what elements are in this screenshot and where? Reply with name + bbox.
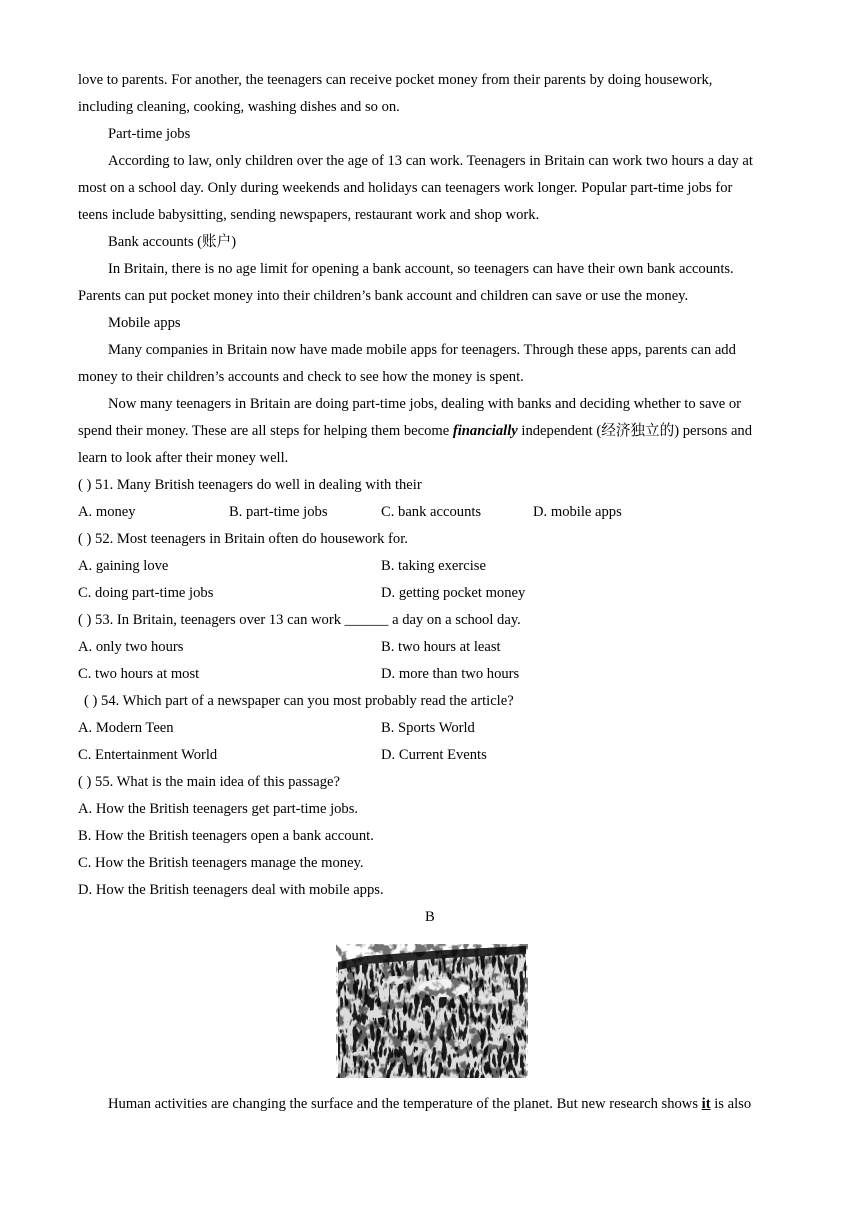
- option-52-a: A. gaining love: [78, 558, 169, 574]
- passage-line: teens include babysitting, sending newspapers, restaurant work and shop work.: [78, 207, 540, 223]
- passage-line: money to their children’s accounts and check to see how the money is spent.: [78, 369, 524, 385]
- option-51-b: B. part-time jobs: [229, 504, 328, 520]
- section-heading-bank-accounts: Bank accounts (账户): [108, 234, 237, 250]
- passage-line: Now many teenagers in Britain are doing part-time jobs, dealing with banks and deciding whether to save or: [108, 396, 742, 412]
- passage-line: love to parents. For another, the teenagers can receive pocket money from their parents by doing housework,: [78, 72, 713, 88]
- passage-line: In Britain, there is no age limit for opening a bank account, so teenagers can have their own bank accounts.: [108, 261, 734, 277]
- option-54-d: D. Current Events: [381, 747, 487, 763]
- option-55-d: D. How the British teenagers deal with mobile apps.: [78, 882, 384, 898]
- underlined-word-it: it: [701, 1096, 711, 1112]
- passage-text: independent (经济独立的) persons and: [517, 423, 753, 439]
- passage-text: spend their money. These are all steps for helping them become: [78, 423, 453, 439]
- passage-text: Human activities are changing the surface and the temperature of the planet. But new research shows: [108, 1096, 702, 1112]
- option-52-d: D. getting pocket money: [381, 585, 526, 601]
- option-54-c: C. Entertainment World: [78, 747, 218, 763]
- question-51: ( ) 51. Many British teenagers do well in dealing with their: [78, 477, 422, 493]
- option-51-d: D. mobile apps: [533, 504, 622, 520]
- option-55-a: A. How the British teenagers get part-time jobs.: [78, 801, 359, 817]
- passage-line: [78, 421, 752, 441]
- question-52: ( ) 52. Most teenagers in Britain often do housework for.: [78, 531, 408, 547]
- passage-line: including cleaning, cooking, washing dishes and so on.: [78, 99, 400, 115]
- option-52-b: B. taking exercise: [381, 558, 486, 574]
- option-54-b: B. Sports World: [381, 720, 475, 736]
- passage-line: According to law, only children over the age of 13 can work. Teenagers in Britain can work two hours a day at: [108, 153, 753, 169]
- option-53-a: A. only two hours: [78, 639, 184, 655]
- ice-landscape-photo: [336, 944, 528, 1078]
- passage-text: is also: [710, 1096, 752, 1112]
- section-heading-mobile-apps: Mobile apps: [108, 315, 181, 331]
- option-51-a: A. money: [78, 504, 136, 520]
- question-53: ( ) 53. In Britain, teenagers over 13 can work ______ a day on a school day.: [78, 612, 521, 628]
- passage-line: Parents can put pocket money into their children’s bank account and children can save or use the money.: [78, 288, 689, 304]
- passage-line: learn to look after their money well.: [78, 450, 289, 466]
- option-52-c: C. doing part-time jobs: [78, 585, 214, 601]
- question-55: ( ) 55. What is the main idea of this passage?: [78, 774, 340, 790]
- passage-line: most on a school day. Only during weekends and holidays can teenagers work longer. Popular part-time jobs for: [78, 180, 733, 196]
- keyword-financially: financially: [452, 423, 518, 439]
- passage-b-label: B: [425, 909, 435, 925]
- option-55-c: C. How the British teenagers manage the money.: [78, 855, 364, 871]
- option-54-a: A. Modern Teen: [78, 720, 174, 736]
- option-53-c: C. two hours at most: [78, 666, 200, 682]
- option-53-b: B. two hours at least: [381, 639, 501, 655]
- option-55-b: B. How the British teenagers open a bank account.: [78, 828, 374, 844]
- passage-b-line: [108, 1094, 751, 1114]
- question-54: ( ) 54. Which part of a newspaper can you most probably read the article?: [84, 693, 514, 709]
- section-heading-part-time-jobs: Part-time jobs: [108, 126, 191, 142]
- option-51-c: C. bank accounts: [381, 504, 482, 520]
- option-53-d: D. more than two hours: [381, 666, 520, 682]
- passage-line: Many companies in Britain now have made mobile apps for teenagers. Through these apps, parents can add: [108, 342, 736, 358]
